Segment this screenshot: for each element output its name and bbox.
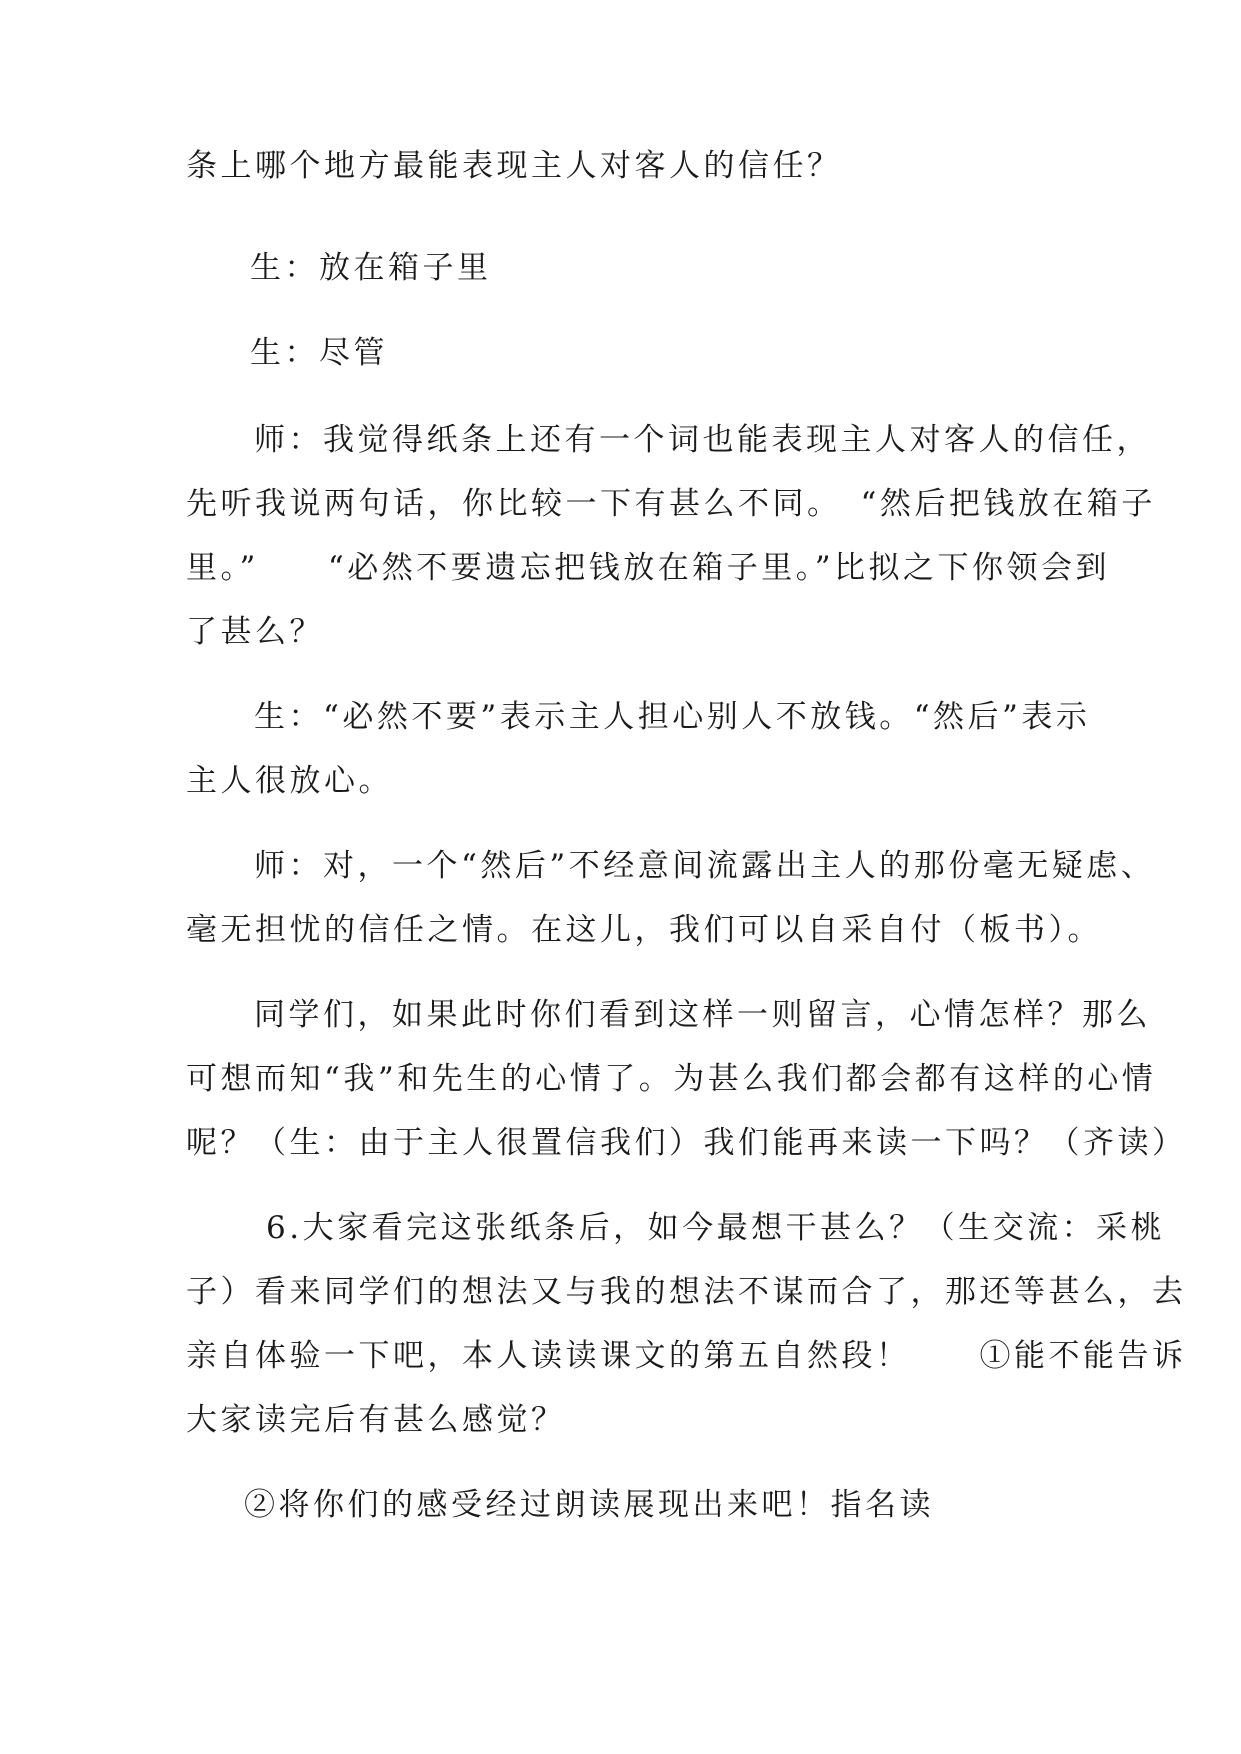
text-line: 可想而知“我”和先生的心情了。为甚么我们都会都有这样的心情	[186, 1061, 1157, 1097]
text-line: 条上哪个地方最能表现主人对客人的信任？	[186, 148, 842, 184]
text-line: 6.大家看完这张纸条后，如今最想干甚么？（生交流：采桃	[266, 1210, 1166, 1246]
text-line: 了甚么？	[186, 614, 324, 650]
text-line: 毫无担忧的信任之情。在这儿，我们可以自采自付（板书）。	[186, 912, 1102, 948]
text-line: 生：放在箱子里	[250, 250, 492, 286]
text-line: 师：我觉得纸条上还有一个词也能表现主人对客人的信任，	[254, 422, 1151, 458]
text-line: 亲自体验一下吧，本人读读课文的第五自然段！ ①能不能告诉	[186, 1338, 1187, 1374]
text-line: 主人很放心。	[186, 763, 393, 799]
text-line: 师：对，一个“然后”不经意间流露出主人的那份毫无疑虑、	[254, 848, 1156, 884]
text-line: 大家读完后有甚么感觉？	[186, 1402, 566, 1438]
text-line: 呢？（生：由于主人很置信我们）我们能再来读一下吗？（齐读）	[186, 1125, 1187, 1161]
text-line: ②将你们的感受经过朗读展现出来吧！指名读	[244, 1487, 934, 1523]
text-line: 子）看来同学们的想法又与我的想法不谋而合了，那还等甚么，去	[186, 1274, 1187, 1310]
text-line: 先听我说两句话，你比较一下有甚么不同。 “然后把钱放在箱子	[186, 486, 1156, 522]
text-line: 里。” “必然不要遗忘把钱放在箱子里。”比拟之下你领会到	[186, 550, 1111, 586]
text-line: 同学们，如果此时你们看到这样一则留言，心情怎样？那么	[254, 997, 1151, 1033]
text-line: 生：“必然不要”表示主人担心别人不放钱。“然后”表示	[254, 699, 1091, 735]
text-line: 生：尽管	[250, 335, 388, 371]
